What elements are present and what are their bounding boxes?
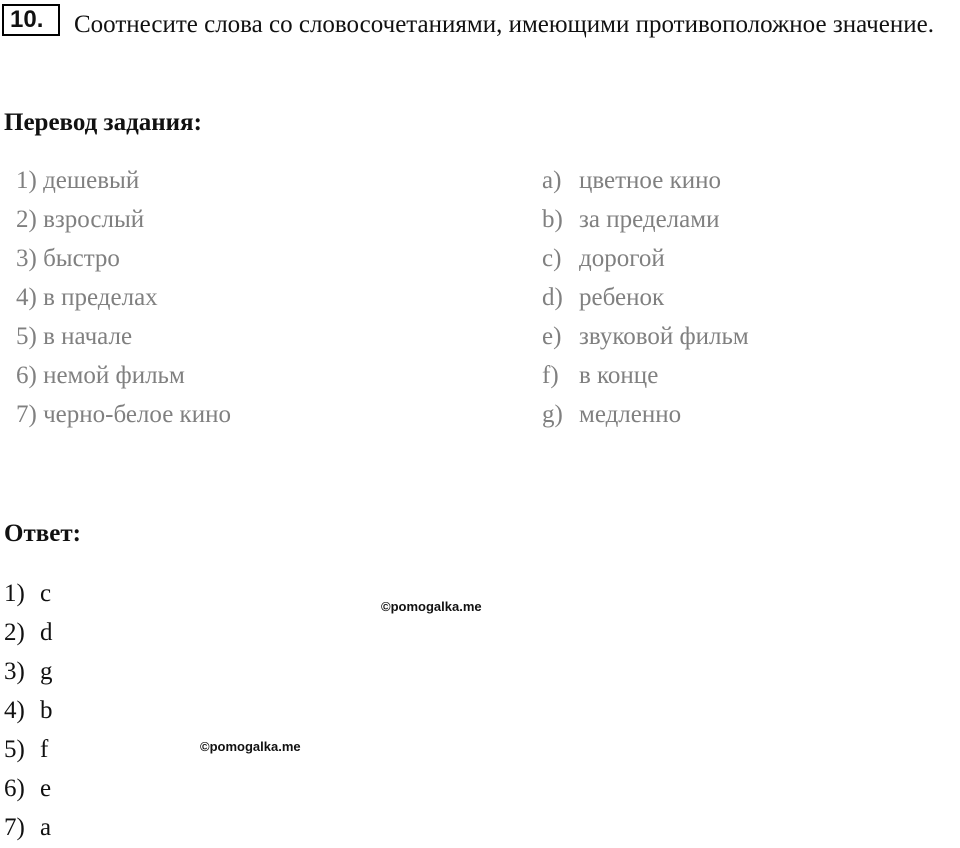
answer-item <box>4 769 53 808</box>
answer-number: 3) <box>4 658 25 685</box>
left-word-list <box>16 161 231 434</box>
list-item <box>542 317 749 356</box>
list-item <box>542 395 749 434</box>
answer-item <box>4 691 53 730</box>
item-text: медленно <box>579 401 682 428</box>
answer-item <box>4 808 53 847</box>
answer-number: 5) <box>4 736 25 763</box>
task-number-box: 10. <box>2 4 60 36</box>
answer-letter: g <box>40 658 53 685</box>
answer-number: 1) <box>4 580 25 607</box>
answer-item <box>4 652 53 691</box>
item-text: дорогой <box>579 245 665 272</box>
answer-item <box>4 613 53 652</box>
list-item: 1) дешевый <box>16 167 140 194</box>
answer-letter: c <box>40 580 52 607</box>
list-item <box>542 356 749 395</box>
answer-number: 7) <box>4 814 25 841</box>
item-marker: e) <box>542 323 562 350</box>
list-item: 2) взрослый <box>16 206 145 233</box>
list-item: 4) в пределах <box>16 284 158 311</box>
right-phrase-list <box>542 161 749 434</box>
list-item: 5) в начале <box>16 323 133 350</box>
item-marker: b) <box>542 206 563 233</box>
list-item: 6) немой фильм <box>16 362 185 389</box>
answer-number: 4) <box>4 697 25 724</box>
list-item <box>542 278 749 317</box>
answer-list <box>4 574 53 847</box>
item-marker: g) <box>542 401 563 428</box>
answer-item <box>4 730 53 769</box>
list-item <box>542 161 749 200</box>
task-text: Соотнесите слова со словосочетаниями, имеющими противоположное значение. <box>74 11 934 38</box>
answer-letter: f <box>40 736 49 763</box>
answer-letter: a <box>40 814 52 841</box>
translation-heading: Перевод задания: <box>4 109 202 136</box>
item-marker: a) <box>542 167 562 194</box>
answer-heading: Ответ: <box>4 520 81 547</box>
list-item: 3) быстро <box>16 245 120 272</box>
answer-number: 6) <box>4 775 25 802</box>
item-marker: c) <box>542 245 562 272</box>
item-marker: d) <box>542 284 563 311</box>
answer-letter: b <box>40 697 53 724</box>
item-text: звуковой фильм <box>579 323 749 350</box>
answer-letter: e <box>40 775 52 802</box>
answer-item <box>4 574 53 613</box>
answer-number: 2) <box>4 619 25 646</box>
item-text: в конце <box>579 362 659 389</box>
watermark-text: ©pomogalka.me <box>381 599 482 614</box>
answer-letter: d <box>40 619 53 646</box>
item-text: ребенок <box>579 284 665 311</box>
item-marker: f) <box>542 362 559 389</box>
list-item: 7) черно-белое кино <box>16 401 231 428</box>
list-item <box>542 200 749 239</box>
item-text: цветное кино <box>579 167 721 194</box>
watermark-text: ©pomogalka.me <box>200 739 301 754</box>
item-text: за пределами <box>579 206 720 233</box>
list-item <box>542 239 749 278</box>
